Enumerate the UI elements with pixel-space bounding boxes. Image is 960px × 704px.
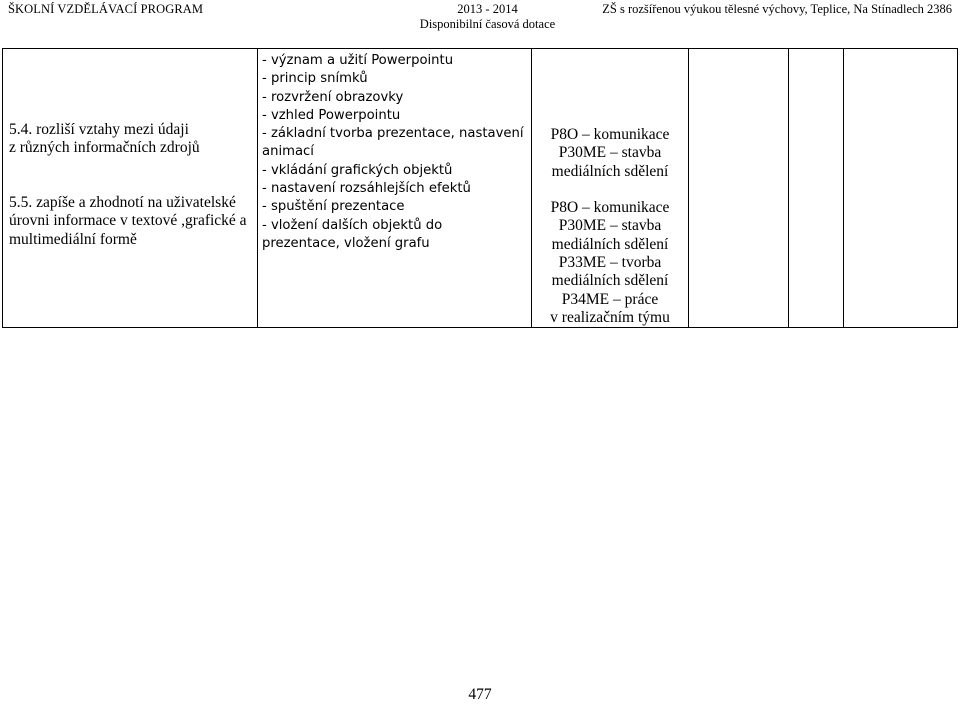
content-line: - rozvržení obrazovky	[262, 89, 404, 105]
page-number: 477	[468, 686, 492, 703]
empty-cell	[789, 49, 844, 328]
content-line: - princip snímků	[262, 71, 368, 87]
theme-line: mediálních sdělení	[551, 235, 669, 253]
content-line: - vkládání grafických objektů	[262, 162, 453, 178]
theme-line: mediálních sdělení	[551, 272, 669, 290]
content-line: prezentace, vložení grafu	[262, 235, 430, 251]
content-line: - vzhled Powerpointu	[262, 107, 401, 123]
content-line: - nastavení rozsáhlejších efektů	[262, 181, 471, 197]
theme-line: P33ME – tvorba	[558, 254, 662, 272]
outcome-line: 5.5. zapíše a zhodnotí na uživatelské	[9, 194, 236, 212]
table-row	[3, 49, 958, 328]
content-line: - spuštění prezentace	[262, 199, 405, 215]
content-line: animací	[262, 144, 314, 160]
content-line: - význam a užití Powerpointu	[262, 53, 454, 68]
cross-themes-cell	[532, 49, 689, 328]
header-school-name: ZŠ s rozšířenou výukou tělesné výchovy, Teplice, Na Stínadlech 2386	[602, 2, 952, 16]
theme-line: P30ME – stavba	[558, 144, 662, 162]
theme-line: mediálních sdělení	[551, 162, 669, 180]
theme-line: P30ME – stavba	[558, 217, 662, 235]
outcome-line: 5.4. rozliší vztahy mezi údaji	[9, 121, 189, 138]
content-line: - základní tvorba prezentace, nastavení	[262, 126, 524, 142]
curriculum-table	[2, 48, 958, 328]
empty-cell	[844, 49, 958, 328]
theme-line: v realizačním týmu	[550, 308, 670, 326]
theme-line: P8O – komunikace	[550, 199, 670, 217]
header-years: 2013 - 2014	[457, 2, 518, 16]
outcome-line: z různých informačních zdrojů	[9, 139, 200, 157]
content-line: - vložení dalších objektů do	[262, 217, 443, 233]
outcomes-cell	[3, 49, 258, 328]
theme-line: P34ME – práce	[561, 290, 659, 308]
header-school-program: ŠKOLNÍ VZDĚLÁVACÍ PROGRAM	[8, 2, 204, 16]
header-subsidy: Disponibilní časová dotace	[419, 17, 556, 31]
content-cell	[258, 49, 532, 328]
outcome-line: multimediální formě	[9, 230, 137, 248]
theme-line: P8O – komunikace	[550, 126, 670, 143]
header-center	[390, 2, 585, 32]
outcome-line: úrovni informace v textové ,grafické a	[9, 212, 247, 230]
empty-cell	[689, 49, 789, 328]
page-header	[0, 0, 960, 32]
